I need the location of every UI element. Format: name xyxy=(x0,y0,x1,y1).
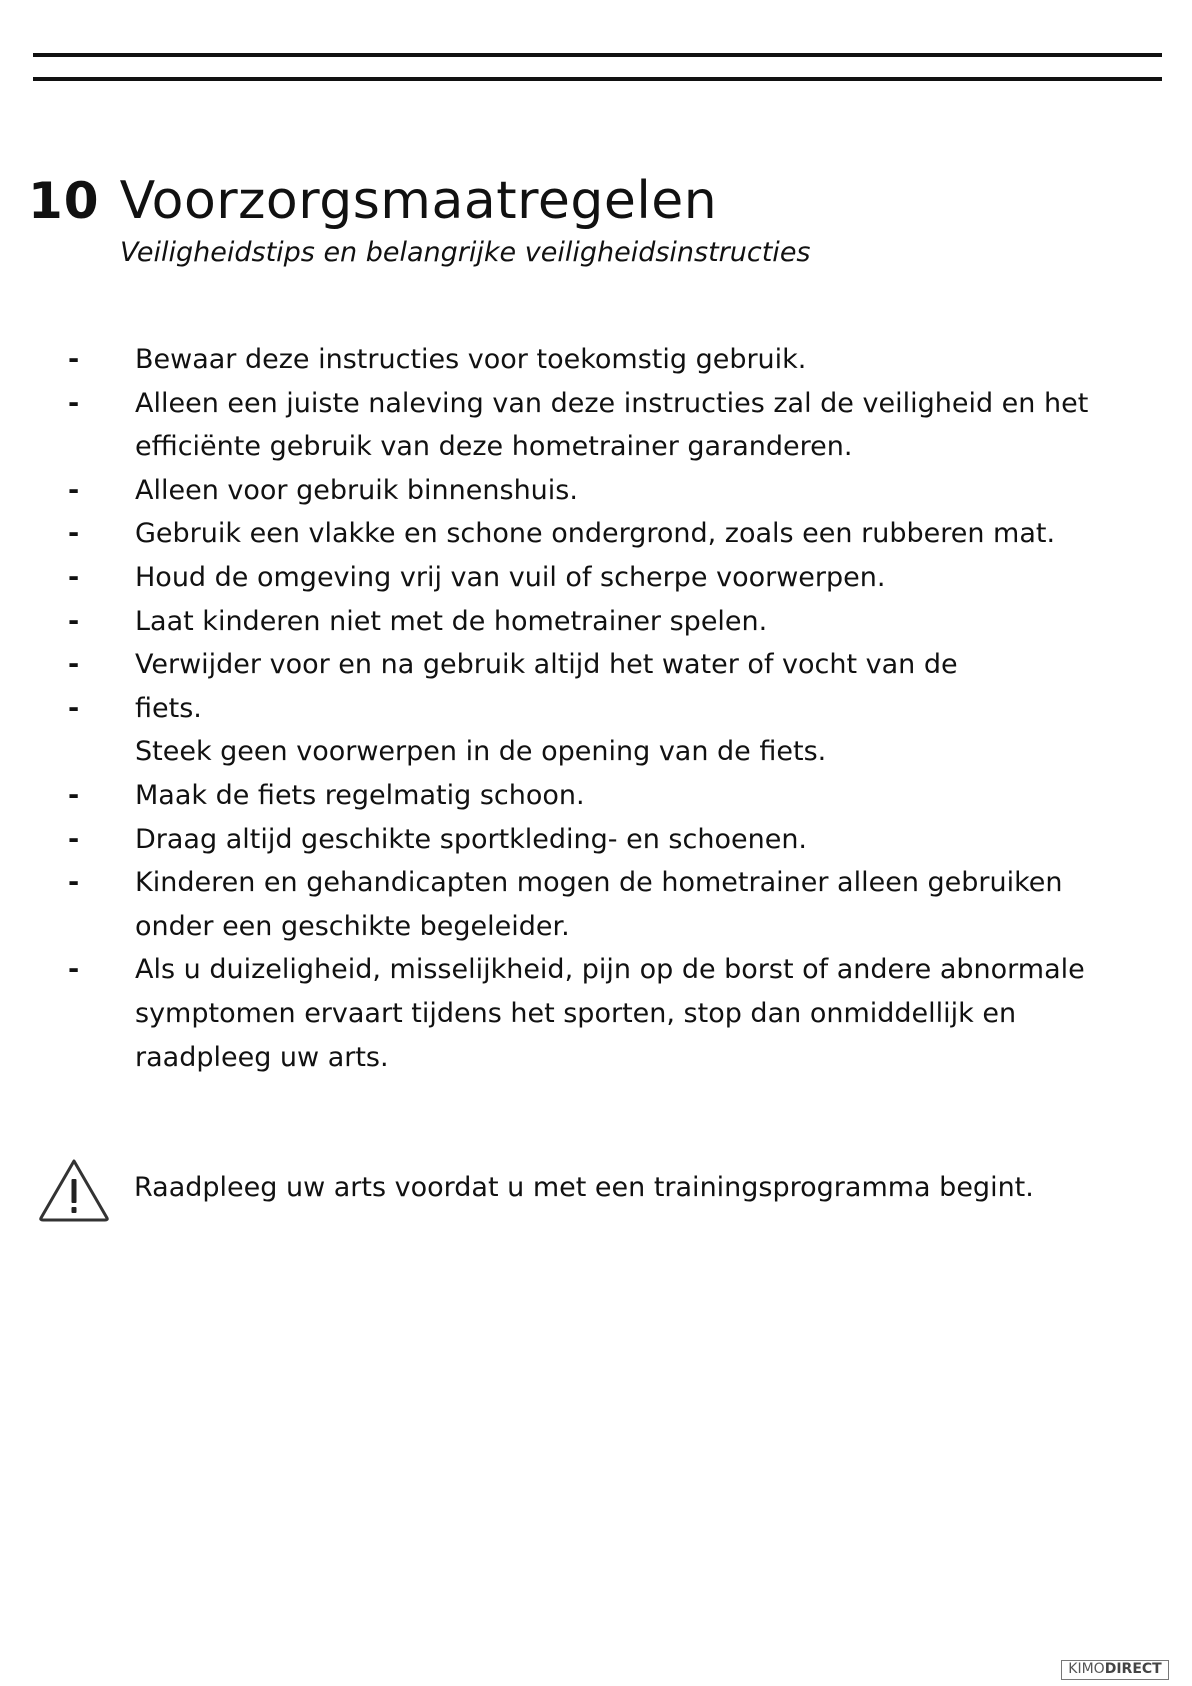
warning-triangle-icon xyxy=(38,1157,110,1223)
list-item-text: Alleen een juiste naleving van deze instructies zal de veiligheid en het efficiënte gebruik van deze hometrainer garanderen. xyxy=(135,387,1089,463)
list-item-text: Gebruik een vlakke en schone ondergrond, zoals een rubberen mat. xyxy=(135,518,1056,550)
list-item xyxy=(0,861,1125,948)
list-item-text: fiets. xyxy=(135,692,202,724)
list-item xyxy=(0,730,1125,774)
safety-instructions-list xyxy=(0,338,1192,1079)
list-item xyxy=(0,643,1125,687)
list-item-text: Bewaar deze instructies voor toekomstig gebruik. xyxy=(135,344,807,375)
kimodirect-logo: KIMODIRECT xyxy=(1061,1660,1169,1680)
list-item-text: Alleen voor gebruik binnenshuis. xyxy=(135,474,578,506)
top-rule xyxy=(33,53,1162,57)
warning-note xyxy=(38,1157,1168,1223)
list-item xyxy=(0,774,1125,818)
list-item-text: Steek geen voorwerpen in de opening van de fiets. xyxy=(135,736,827,768)
section-title: Voorzorgsmaatregelen xyxy=(119,171,718,231)
section-number: 10 xyxy=(28,172,100,230)
section-subtitle: Veiligheidstips en belangrijke veiligheidsinstructies xyxy=(120,237,811,268)
list-item xyxy=(0,382,1125,469)
bullet-dash: - xyxy=(68,779,80,811)
list-item xyxy=(0,600,1125,644)
bullet-dash: - xyxy=(68,518,80,550)
list-item xyxy=(0,469,1125,513)
warning-text: Raadpleeg uw arts voordat u met een trainingsprogramma begint. xyxy=(134,1172,1034,1203)
list-item-text: Kinderen en gehandicapten mogen de hometrainer alleen gebruiken onder een geschikte begeleider. xyxy=(135,867,1063,942)
list-item-text: Verwijder voor en na gebruik altijd het water of vocht van de xyxy=(135,649,958,681)
bullet-dash: - xyxy=(68,387,80,419)
list-item xyxy=(0,556,1125,600)
bullet-dash: - xyxy=(68,954,80,986)
bullet-dash: - xyxy=(68,823,80,855)
list-item-text: Maak de fiets regelmatig schoon. xyxy=(135,779,585,811)
list-item xyxy=(0,338,1125,382)
list-item xyxy=(0,687,1125,731)
bullet-dash: - xyxy=(68,344,80,375)
bullet-dash: - xyxy=(68,649,80,681)
list-item xyxy=(0,948,1125,1079)
list-item xyxy=(0,818,1125,862)
bullet-dash: - xyxy=(68,867,80,899)
list-item-text: Laat kinderen niet met de hometrainer spelen. xyxy=(135,605,768,637)
list-item-text: Houd de omgeving vrij van vuil of scherpe voorwerpen. xyxy=(135,561,886,593)
list-item-text: Als u duizeligheid, misselijkheid, pijn op de borst of andere abnormale symptomen ervaart tijdens het sporten, stop dan onmiddellijk en raadpleeg uw arts. xyxy=(135,954,1085,1073)
bullet-dash: - xyxy=(68,605,80,637)
second-rule xyxy=(33,77,1162,81)
list-item xyxy=(0,512,1125,556)
bullet-dash: - xyxy=(68,561,80,593)
list-item-text: Draag altijd geschikte sportkleding- en schoenen. xyxy=(135,823,808,855)
bullet-dash: - xyxy=(68,474,80,506)
bullet-dash: - xyxy=(68,692,80,724)
